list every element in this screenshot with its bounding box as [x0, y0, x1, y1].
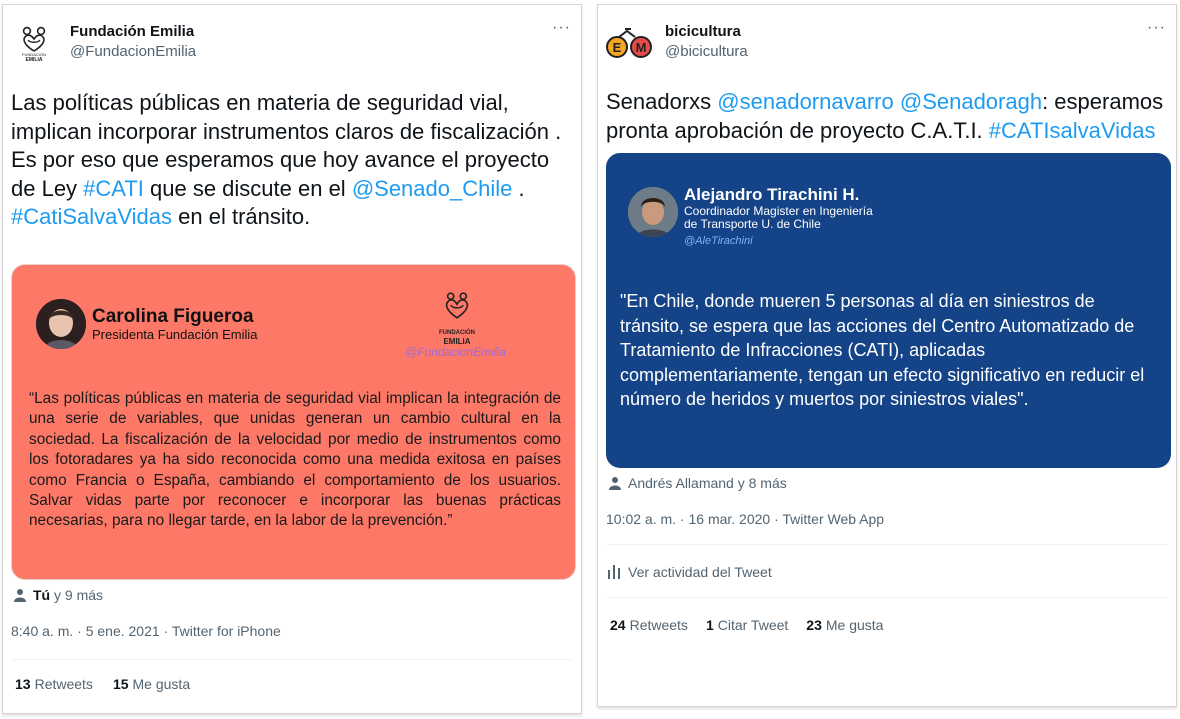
card-logo-text: FUNDACIÓN	[439, 330, 475, 336]
tagged-user-bold: Tú	[33, 587, 51, 603]
tweet-image-card[interactable]	[11, 264, 576, 580]
person-photo-icon	[628, 187, 678, 237]
bicicultura-logo-icon	[605, 23, 653, 63]
svg-text:M: M	[635, 40, 647, 55]
card-quote: “Las políticas públicas en materia de seguridad vial implican la integración de una serie de variables, que unidas generan un cambio cultural en la sociedad. La fiscalización de la velocidad por medio de instrumentos como los fotoradares ya ha sido reconocida como una medida exitosa en países como Francia o España, cambiando el comportamiento de los usuarios. Salvar vidas parte por reconocer e incorporar las buenas prácticas necesarias, para no llegar tarde, en la labor de la prevención.”	[29, 390, 561, 530]
more-options-icon[interactable]: ···	[1147, 19, 1166, 36]
card-quote: "En Chile, donde mueren 5 personas al día en siniestros de tránsito, se espera que las acciones del Centro Automatizado de Tratamiento de Infracciones (CATI), aplicadas complementariamente, tengan un efecto significativo en reducir el número de heridos y muertos por siniestros viales".	[620, 291, 1145, 409]
activity-label: Ver actividad del Tweet	[628, 564, 772, 580]
person-photo-icon	[36, 299, 86, 349]
retweets-stat[interactable]: 24 Retweets	[610, 617, 688, 633]
tweet-text-part: Las políticas públicas en materia de seguridad vial, implican incorporar instrumentos claros de fiscalización .	[11, 90, 562, 144]
divider	[606, 597, 1168, 598]
timestamp[interactable]: 8:40 a. m. · 5 ene. 2021 · Twitter for iPhone	[11, 623, 281, 639]
svg-text:E: E	[612, 40, 622, 55]
tweet-stats	[610, 617, 883, 633]
card-person-handle: @AleTirachini	[684, 235, 753, 247]
tagged-users[interactable]	[608, 475, 787, 491]
card-person-role	[684, 205, 873, 231]
card-logo-handle: @FundacionEmilia	[405, 345, 506, 359]
author-name[interactable]: Fundación Emilia	[70, 23, 195, 40]
card-person-role: Presidenta Fundación Emilia	[92, 327, 258, 342]
hashtag-link-catisalvavidas[interactable]: #CatiSalvaVidas	[11, 204, 173, 229]
likes-stat[interactable]: 23 Me gusta	[806, 617, 884, 633]
tagged-users-text: Andrés Allamand y 8 más	[628, 475, 787, 491]
tweet-activity-link[interactable]	[608, 564, 772, 580]
tweet-stats	[15, 676, 190, 692]
hashtag-link-cati[interactable]: #CATI	[83, 175, 144, 201]
author-name[interactable]: bicicultura	[665, 23, 741, 40]
bar-chart-icon	[608, 565, 620, 579]
timestamp[interactable]: 10:02 a. m. · 16 mar. 2020 · Twitter Web App	[606, 511, 885, 527]
card-person-name: Alejandro Tirachini H.	[684, 185, 860, 204]
carolina-figueroa-photo	[36, 299, 86, 349]
divider	[11, 659, 573, 660]
tweet-text	[606, 88, 1170, 145]
card-person-name: Carolina Figueroa	[92, 306, 254, 327]
card-logo-text: EMILIA	[443, 337, 471, 346]
tweet-text-part: Senadorxs	[606, 89, 718, 114]
person-icon	[13, 588, 27, 602]
fundacion-emilia-logo-icon	[439, 289, 475, 325]
tweet-text-part: .	[512, 175, 525, 201]
tweet-text-part: en el tránsito.	[172, 204, 311, 229]
svg-text:EMILIA: EMILIA	[25, 57, 43, 63]
mention-link-senadoragh[interactable]: @Senadoragh	[899, 89, 1043, 114]
tweet-text	[11, 89, 575, 232]
person-icon	[608, 476, 622, 490]
bicicultura-avatar[interactable]	[605, 19, 653, 67]
alejandro-tirachini-photo	[628, 187, 678, 237]
tagged-rest: y 9 más	[54, 587, 104, 603]
more-options-icon[interactable]: ···	[552, 19, 571, 36]
tweet-bicicultura[interactable]	[597, 4, 1177, 707]
divider	[606, 544, 1168, 545]
likes-stat[interactable]: 15 Me gusta	[112, 676, 191, 692]
author-handle[interactable]: @FundacionEmilia	[70, 43, 197, 60]
tweet-image-card[interactable]	[606, 153, 1171, 468]
card-logo	[422, 289, 492, 346]
svg-text:FUNDACIÓN: FUNDACIÓN	[22, 52, 46, 57]
tweet-text-part: que se discute en el	[143, 175, 352, 201]
tweet-text-part: Es por eso que esperamos que hoy avance el proyecto de Ley	[11, 147, 550, 201]
mention-link-senadornavarro[interactable]: @senadornavarro	[717, 89, 894, 114]
fundacion-emilia-avatar[interactable]	[10, 19, 58, 67]
card-person-role-line: de Transporte U. de Chile	[684, 217, 821, 231]
card-person-role-line: Coordinador Magister en Ingeniería	[684, 204, 873, 218]
retweets-stat[interactable]: 13 Retweets	[15, 676, 93, 692]
fundacion-emilia-logo-icon	[14, 23, 54, 63]
tagged-users[interactable]	[13, 587, 103, 603]
hashtag-link-catisalvavidas[interactable]: #CATIsalvaVidas	[988, 117, 1156, 143]
author-handle[interactable]: @bicicultura	[665, 43, 748, 60]
mention-link-senado-chile[interactable]: @Senado_Chile	[351, 175, 513, 201]
quote-tweets-stat[interactable]: 1 Citar Tweet	[705, 617, 789, 633]
tweet-fundacion-emilia[interactable]	[2, 4, 582, 714]
tweet-text-part: : esperamos pronta aprobación de proyecto C.A.T.I.	[606, 89, 1164, 143]
